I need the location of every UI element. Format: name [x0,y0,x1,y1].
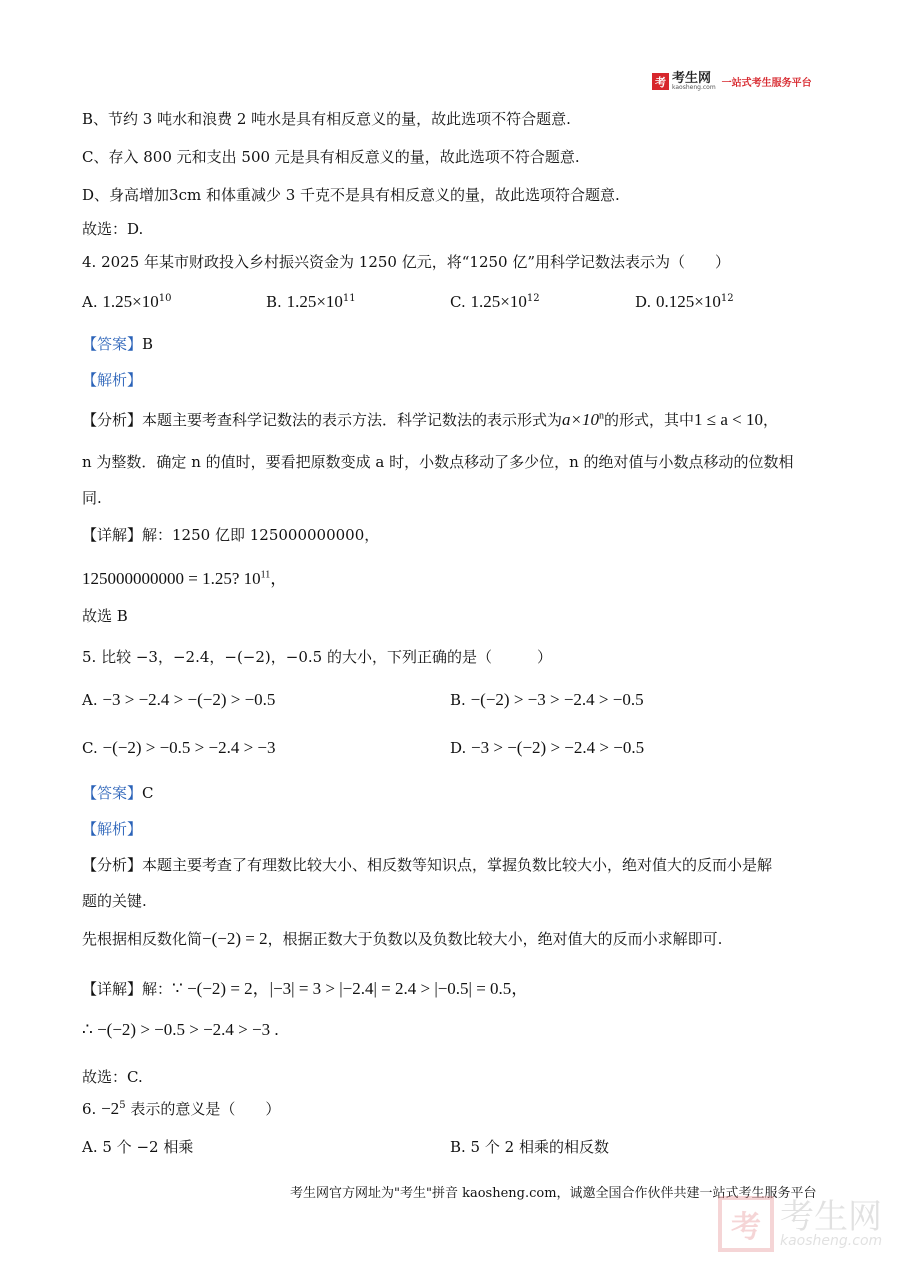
q3-pick: 故选：D. [82,220,144,238]
analysis-label: 【分析】 [82,411,143,429]
footer-text: 考生网官方网址为"考生"拼音 kaosheng.com，诚邀全国合作伙伴共建一站式考生服务平台 [290,1186,817,1201]
q3-option-d-explanation: D、身高增加3cm 和体重减少 3 千克不是具有相反意义的量，故此选项符合题意. [82,186,620,204]
option-exponent: 12 [720,293,734,304]
equation-end: ， [270,569,288,588]
q5-option-c [82,738,276,758]
watermark-domain: kaosheng.com [780,1233,883,1249]
q4-option-b [266,292,356,312]
q5-analysis-line1 [82,854,772,875]
q6-text: 表示的意义是（ ） [130,1100,281,1118]
detail-expr: ∵ −(−2) = 2，|−3| = 3 > |−2.4| = 2.4 > |−0.5| = 0.5， [172,979,529,998]
option-label: A. [82,691,98,709]
option-label: B. [450,691,466,709]
q4-answer [82,333,153,354]
analysis-text: 本题主要考查科学记数法的表示方法．科学记数法的表示形式为 [142,411,563,429]
analysis-text: 先根据相反数化简 [82,930,203,948]
q4-analysis-line1 [82,409,778,430]
q5-answer [82,782,154,803]
answer-tag: 【答案】 [82,784,143,802]
analysis-expr: −(−2) = 2 [202,929,268,948]
logo-slogan: 一站式考生服务平台 [721,78,812,89]
answer-value: B [142,335,154,353]
q4-pick: 故选 B [82,607,128,625]
q4-option-a [82,292,171,312]
q6-stem [82,1098,280,1119]
q4-stem: 4. 2025 年某市财政投入乡村振兴资金为 1250 亿元，将“1250 亿”用科学记数法表示为（ ） [82,253,731,271]
q5-option-a [82,690,275,710]
option-expr: −(−2) > −0.5 > −2.4 > −3 [102,738,276,757]
q4-detail [82,524,379,545]
option-expr: −3 > −2.4 > −(−2) > −0.5 [102,690,276,709]
logo-name: 考生网 [672,71,712,86]
option-label: C. [450,293,466,311]
detail-text: 解： [142,980,173,998]
q4-equation [82,564,287,589]
option-expr: 1.25×10 [102,292,159,311]
analysis-text-2: ，根据正数大于负数以及负数比较大小，绝对值大的反而小求解即可. [267,930,723,948]
answer-value: C [142,784,154,802]
analysis-comma: ， [763,411,779,429]
q4-analysis-line3: 同. [82,489,102,507]
watermark-name: 考生网 [780,1197,882,1237]
analysis-text: 本题主要考查了有理数比较大小、相反数等知识点，掌握负数比较大小，绝对值大的反而小是解 [142,856,773,874]
q5-option-b [450,690,644,710]
formula-base: a×10 [562,410,600,429]
formula-range: 1 ≤ a < 10 [694,410,763,429]
q4-analysis-line2: n 为整数．确定 n 的值时，要看把原数变成 a 时，小数点移动了多少位，n 的绝对值与小数点移动的位数相 [82,453,794,471]
q5-option-d [450,738,644,758]
option-expr: −3 > −(−2) > −2.4 > −0.5 [471,738,645,757]
logo-domain: kaosheng.com [672,84,716,91]
option-exponent: 10 [158,293,172,304]
q5-stem: 5. 比较 −3，−2.4，−(−2)，−0.5 的大小，下列正确的是（ ） [82,648,552,666]
q5-analysis-line3 [82,928,722,949]
option-expr: −(−2) > −3 > −2.4 > −0.5 [470,690,644,709]
option-label: B. [266,293,282,311]
q4-option-c [450,292,540,312]
q4-option-d [635,292,734,312]
q5-pick: 故选：C. [82,1068,143,1086]
formula-exponent: n [599,410,605,422]
option-expr: 0.125×10 [656,292,721,311]
logo-icon: 考 [652,73,669,90]
option-label: C. [82,739,98,757]
option-label: D. [450,739,467,757]
equation-exponent: 11 [260,569,271,581]
analysis-text-2: 的形式，其中 [604,411,695,429]
q3-option-b-explanation: B、节约 3 吨水和浪费 2 吨水是具有相反意义的量，故此选项不符合题意. [82,110,571,128]
q3-option-c-explanation: C、存入 800 元和支出 500 元是具有相反意义的量，故此选项不符合题意. [82,148,580,166]
detail-label: 【详解】 [82,526,143,544]
q6-base: −2 [101,1099,120,1118]
option-exponent: 12 [526,293,540,304]
q6-exponent: 5 [119,1100,126,1111]
option-expr: 1.25×10 [286,292,343,311]
detail-label: 【详解】 [82,980,143,998]
option-label: D. [635,293,652,311]
option-label: A. [82,293,98,311]
detail-text: 解：1250 亿即 125000000000， [142,526,380,544]
q6-option-b: B. 5 个 2 相乘的相反数 [450,1138,609,1156]
q5-analysis-line2: 题的关键. [82,892,147,910]
formula-scientific [562,410,604,429]
q6-option-a: A. 5 个 −2 相乘 [82,1138,194,1156]
watermark-logo-icon: 考 [718,1196,774,1252]
analysis-label: 【分析】 [82,856,143,874]
q5-analysis-tag: 【解析】 [82,820,143,838]
q4-analysis-tag: 【解析】 [82,371,143,389]
answer-tag: 【答案】 [82,335,143,353]
q6-number: 6. [82,1100,97,1118]
option-expr: 1.25×10 [470,292,527,311]
watermark [718,1196,882,1252]
option-exponent: 11 [342,293,356,304]
q5-conclusion: ∴ −(−2) > −0.5 > −2.4 > −3 . [82,1020,279,1039]
equation-base: 125000000000 = 1.25? 10 [82,569,261,588]
header-logo [652,72,812,91]
q5-detail [82,974,528,999]
